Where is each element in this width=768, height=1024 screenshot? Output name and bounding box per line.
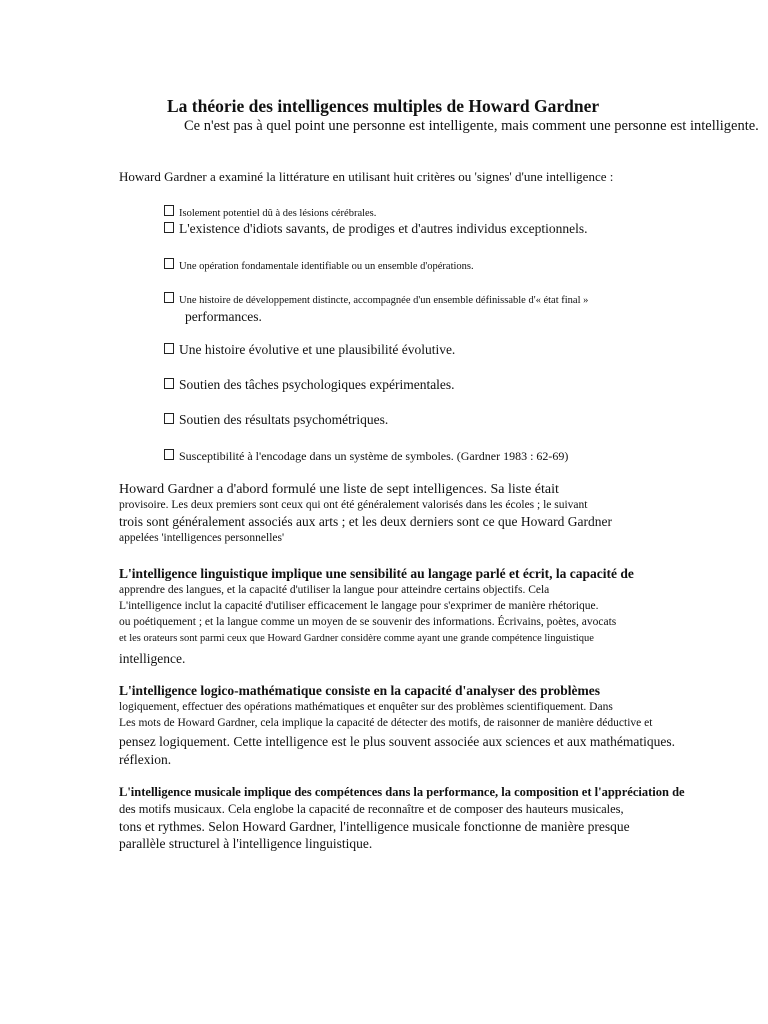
paragraph-line: logiquement, effectuer des opérations mathématiques et enquêter sur des problèmes scientifiquement. Dans [119, 701, 613, 713]
criterion-text: Isolement potentiel dû à des lésions cérébrales. [179, 208, 377, 219]
paragraph-line: provisoire. Les deux premiers sont ceux qui ont été généralement valorisés dans les écoles ; le suivant [119, 499, 588, 511]
paragraph-line: des motifs musicaux. Cela englobe la capacité de reconnaître et de composer des hauteurs musicales, [119, 802, 624, 816]
paragraph-line: appelées 'intelligences personnelles' [119, 532, 285, 544]
paragraph-line: L'intelligence inclut la capacité d'utiliser efficacement le langage pour s'exprimer de manière rhétorique. [119, 600, 599, 612]
criterion-item [164, 292, 588, 306]
criterion-text: Soutien des tâches psychologiques expérimentales. [179, 377, 455, 392]
intro-text: Howard Gardner a examiné la littérature en utilisant huit critères ou 'signes' d'une intelligence : [119, 169, 614, 184]
criterion-item [164, 258, 474, 272]
paragraph-line: apprendre des langues, et la capacité d'utiliser la langue pour atteindre certains objectifs. Cela [119, 584, 550, 596]
paragraph-line: Howard Gardner a d'abord formulé une liste de sept intelligences. Sa liste était [119, 482, 559, 497]
criterion-item [164, 205, 376, 219]
checkbox-icon [164, 413, 174, 424]
criterion-continuation: performances. [185, 309, 262, 324]
paragraph-line: ou poétiquement ; et la langue comme un moyen de se souvenir des informations. Écrivains, poètes, avocats [119, 616, 617, 628]
paragraph-line: tons et rythmes. Selon Howard Gardner, l'intelligence musicale fonctionne de manière presque [119, 819, 630, 834]
criterion-text: Une histoire évolutive et une plausibilité évolutive. [179, 342, 456, 357]
checkbox-icon [164, 292, 174, 303]
section-heading-linguistic: L'intelligence linguistique implique une sensibilité au langage parlé et écrit, la capacité de [119, 566, 634, 581]
paragraph-line: intelligence. [119, 651, 186, 666]
checkbox-icon [164, 222, 174, 233]
criterion-item [164, 342, 455, 358]
criterion-item [164, 449, 568, 464]
criterion-text: Une opération fondamentale identifiable ou un ensemble d'opérations. [179, 261, 474, 272]
criterion-text: L'existence d'idiots savants, de prodiges et d'autres individus exceptionnels. [179, 221, 588, 236]
section-heading-logical: L'intelligence logico-mathématique consiste en la capacité d'analyser des problèmes [119, 683, 600, 698]
criterion-item [164, 377, 455, 393]
criterion-item [164, 221, 587, 237]
checkbox-icon [164, 449, 174, 460]
paragraph-line: trois sont généralement associés aux arts ; et les deux derniers sont ce que Howard Gardner [119, 514, 612, 529]
paragraph-line: réflexion. [119, 752, 172, 767]
section-heading-musical: L'intelligence musicale implique des compétences dans la performance, la composition et l'appréciation de [119, 785, 685, 799]
criterion-text: Une histoire de développement distincte, accompagnée d'un ensemble définissable d'« état final » [179, 295, 589, 306]
checkbox-icon [164, 258, 174, 269]
paragraph-line: pensez logiquement. Cette intelligence est le plus souvent associée aux sciences et aux mathématiques. [119, 734, 675, 749]
criterion-item [164, 412, 388, 428]
checkbox-icon [164, 378, 174, 389]
paragraph-line: parallèle structurel à l'intelligence linguistique. [119, 836, 373, 851]
criterion-text: Soutien des résultats psychométriques. [179, 412, 389, 427]
paragraph-line: Les mots de Howard Gardner, cela implique la capacité de détecter des motifs, de raisonner de manière déductive et [119, 717, 653, 729]
checkbox-icon [164, 205, 174, 216]
paragraph-line: et les orateurs sont parmi ceux que Howard Gardner considère comme ayant une grande compétence linguistique [119, 633, 594, 644]
page-subtitle: Ce n'est pas à quel point une personne est intelligente, mais comment une personne est intelligente. [184, 118, 759, 134]
criterion-text: Susceptibilité à l'encodage dans un système de symboles. (Gardner 1983 : 62-69) [179, 449, 569, 463]
page-title: La théorie des intelligences multiples de Howard Gardner [167, 96, 600, 116]
checkbox-icon [164, 343, 174, 354]
